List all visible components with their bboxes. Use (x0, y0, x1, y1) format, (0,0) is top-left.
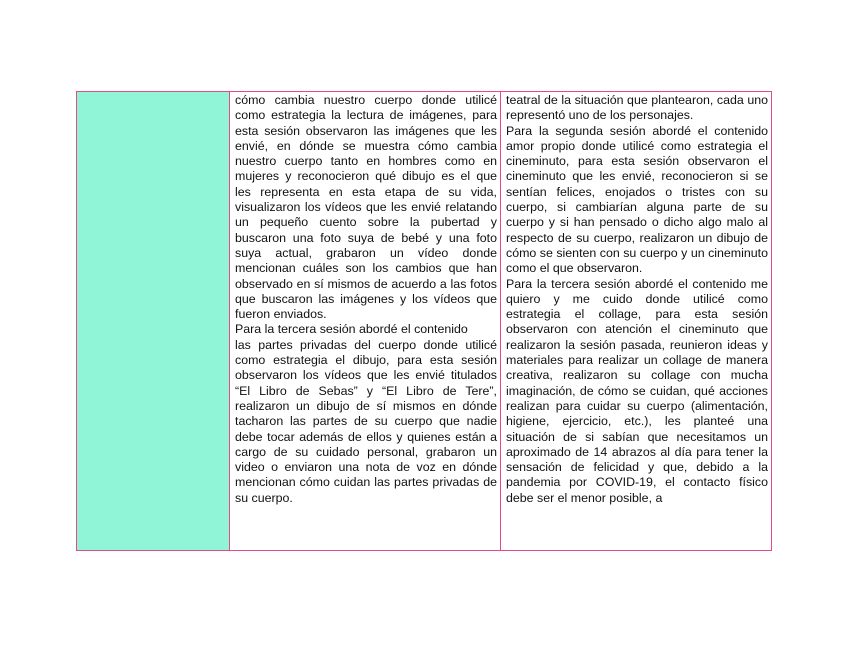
right-paragraph-3: Para la tercera sesión abordé el contenido me quiero y me cuido donde utilicé como estrategia el collage, para esta sesión observaron con atención el cineminuto que realizaron la sesión pasada, reunieron ideas y materiales para realizar un collage de manera creativa, realizaron su collage con mucha imaginación, de cómo se cuidan, qué acciones realizan para cuidar su cuerpo (alimentación, higiene, ejercicio, etc.), les planteé una situación de si sabían que necesitamos un aproximado de 14 abrazos al día para tener la sensación de felicidad y que, debido a la pandemia por COVID-19, el contacto físico debe ser el menor posible, a (506, 276, 768, 505)
right-text-cell (501, 92, 772, 551)
right-paragraph-2: Para la segunda sesión abordé el contenido amor propio donde utilicé como estrategia el cineminuto, para esta sesión observaron el cineminuto que les envié, reconocieron si se sentían felices, enojados o tristes con su cuerpo, si cambiarían alguna parte de su cuerpo y si han pensado o dicho algo malo al respecto de su cuerpo, realizaron un dibujo de cómo se sienten con su cuerpo y un cineminuto como el que observaron. (506, 123, 768, 276)
middle-paragraph-3: las partes privadas del cuerpo donde utilicé como estrategia el dibujo, para esta sesión observaron los vídeos que les envié titulados “El Libro de Sebas” y “El Libro de Tere”, realizaron un dibujo de sí mismos en dónde tacharon las partes de su cuerpo que nadie debe tocar además de ellos y quienes están a cargo de su cuidado personal, grabaron un video o enviaron una nota de voz en dónde mencionan cómo cuidan las partes privadas de su cuerpo. (235, 337, 497, 505)
middle-paragraph-1: cómo cambia nuestro cuerpo donde utilicé como estrategia la lectura de imágenes, para esta sesión observaron las imágenes que les envié, en dónde se muestra cómo cambia nuestro cuerpo tanto en hombres como en mujeres y reconocieron qué dibujo es el que les representa en esta etapa de su vida, visualizaron los vídeos que les envié relatando un pequeño cuento sobre la pubertad y buscaron una foto suya de bebé y una foto suya actual, grabaron un vídeo donde mencionan cuáles son los cambios que han observado en sí mismos de acuerdo a las fotos que buscaron las imágenes y los vídeos que fueron enviados. (235, 93, 497, 322)
middle-text-cell (230, 92, 501, 551)
table-row (77, 92, 772, 551)
colored-label-cell (77, 92, 230, 551)
content-table (76, 91, 772, 551)
right-paragraph-1: teatral de la situación que plantearon, cada uno representó uno de los personajes. (506, 93, 768, 123)
middle-paragraph-2: Para la tercera sesión abordé el contenido (235, 322, 468, 337)
